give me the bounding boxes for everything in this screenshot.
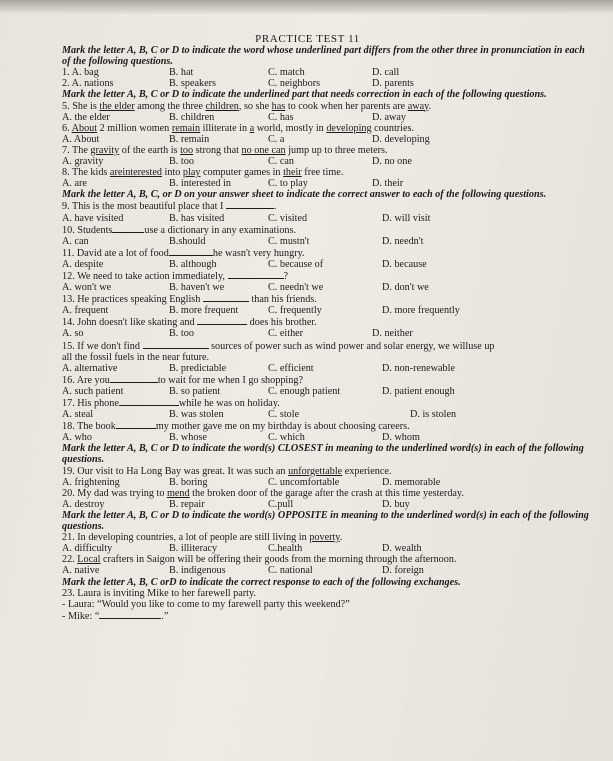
- q5-option-c[interactable]: C. has: [268, 111, 294, 123]
- question-13-options: [62, 305, 593, 316]
- q13-option-d[interactable]: D. more frequently: [382, 305, 460, 317]
- q10-option-d[interactable]: D. needn't: [382, 235, 424, 247]
- q23-laura-line: - Laura: “Would you like to come to my farewell party this weekend?”: [62, 598, 350, 610]
- q11-option-c[interactable]: C. because of: [268, 258, 324, 270]
- q7-option-d[interactable]: D. no one: [372, 156, 412, 168]
- q2-option-b[interactable]: B. speakers: [169, 78, 216, 90]
- q16-blank[interactable]: [110, 374, 158, 383]
- q15-stem: 15. If we don't find sources of power such as wind power and solar energy, we willuse up: [62, 340, 495, 352]
- q10-option-b[interactable]: B.should: [169, 235, 206, 247]
- q10-stem: 10. Students use a dictionary in any examinations.: [62, 224, 297, 236]
- q5-option-b[interactable]: B. children: [169, 111, 215, 123]
- question-17-options: [62, 409, 593, 420]
- q15-blank[interactable]: [143, 340, 209, 349]
- q19-option-a[interactable]: A. frightening: [62, 476, 120, 488]
- q8-option-c[interactable]: C. to play: [268, 178, 308, 190]
- q17-option-d[interactable]: D. is stolen: [410, 409, 457, 421]
- q17-option-b[interactable]: B. was stolen: [169, 409, 224, 421]
- q1-option-d[interactable]: D. call: [372, 67, 400, 79]
- q20-option-b[interactable]: B. repair: [169, 498, 205, 510]
- q11-blank[interactable]: [169, 247, 213, 256]
- q14-option-c[interactable]: C. either: [268, 328, 304, 340]
- q13-blank[interactable]: [203, 293, 249, 302]
- section-1-instruction: Mark the letter A, B, C or D to indicate the word whose underlined part differs from the other three in pronunciation in each of the following questions.: [62, 45, 585, 68]
- q18-blank[interactable]: [116, 420, 156, 429]
- q11-option-a[interactable]: A. despite: [62, 258, 104, 270]
- q20-option-d[interactable]: D. buy: [382, 498, 410, 510]
- section-3-instruction: Mark the letter A, B, C, or D on your answer sheet to indicate the correct answer to each of the following questions.: [62, 189, 547, 201]
- q14-option-d[interactable]: D. neither: [372, 328, 413, 340]
- q17-option-a[interactable]: A. steal: [62, 409, 94, 421]
- q19-stem: 19. Our visit to Ha Long Bay was great. It was such an unforgettable experience.: [62, 465, 392, 477]
- q12-option-c[interactable]: C. needn't we: [268, 282, 324, 294]
- q7-option-a[interactable]: A. gravity: [62, 156, 104, 168]
- q8-option-d[interactable]: D. their: [372, 178, 404, 190]
- q18-option-b[interactable]: B. whose: [169, 432, 207, 444]
- question-21-options: [62, 543, 593, 554]
- q7-stem: 7. The gravity of the earth is too strong that no one can jump up to three meters.: [62, 144, 388, 156]
- q7-option-b[interactable]: B. too: [169, 156, 194, 168]
- q19-option-d[interactable]: D. memorable: [382, 476, 441, 488]
- q1-option-b[interactable]: B. hat: [169, 67, 194, 79]
- q20-stem: 20. My dad was trying to mend the broken door of the garage after the crash at this time yesterday.: [62, 487, 464, 499]
- q16-option-d[interactable]: D. patient enough: [382, 385, 455, 397]
- question-22-options: [62, 565, 593, 576]
- q13-option-b[interactable]: B. more frequent: [169, 305, 239, 317]
- q14-stem: 14. John doesn't like skating and does his brother.: [62, 317, 317, 329]
- q6-option-b[interactable]: B. remain: [169, 133, 210, 145]
- q9-option-d[interactable]: D. will visit: [382, 212, 431, 224]
- q16-option-c[interactable]: C. enough patient: [268, 385, 341, 397]
- question-14-options: [62, 328, 593, 339]
- q9-option-a[interactable]: A. have visited: [62, 212, 124, 224]
- q18-stem: 18. The book my mother gave me on my birthday is about choosing careers.: [62, 421, 410, 433]
- question-1: [62, 67, 593, 78]
- q10-option-c[interactable]: C. mustn't: [268, 235, 310, 247]
- q23-blank[interactable]: [99, 610, 161, 619]
- q13-option-a[interactable]: A. frequent: [62, 305, 109, 317]
- q6-option-a[interactable]: A. About: [62, 133, 100, 145]
- q5-option-a[interactable]: A. the elder: [62, 111, 110, 123]
- question-20-options: [62, 499, 593, 510]
- q17-option-c[interactable]: C. stole: [268, 409, 300, 421]
- q15-option-b[interactable]: B. predictable: [169, 362, 227, 374]
- q2-option-a[interactable]: 2. A. nations: [62, 78, 114, 90]
- q22-option-b[interactable]: B. indigenous: [169, 565, 226, 577]
- q6-option-c[interactable]: C. a: [268, 133, 285, 145]
- q13-option-c[interactable]: C. frequently: [268, 305, 322, 317]
- q19-option-c[interactable]: C. uncomfortable: [268, 476, 340, 488]
- page-fold-shadow: [0, 0, 613, 14]
- q22-option-d[interactable]: D. foreign: [382, 565, 424, 577]
- section-4-instruction: Mark the letter A, B, C or D to indicate the word(s) CLOSEST in meaning to the underlined word(s) in each of the following questions.: [62, 443, 584, 466]
- q17-stem: 17. His phone while he was on holiday.: [62, 398, 280, 409]
- q18-option-d[interactable]: D. whom: [382, 432, 420, 444]
- q12-blank[interactable]: [228, 270, 284, 279]
- q6-stem: 6. About 2 million women remain illiterate in a world, mostly in developing countries.: [62, 122, 415, 134]
- q9-option-b[interactable]: B. has visited: [169, 212, 225, 224]
- q9-stem: 9. This is the most beautiful place that I .: [62, 201, 277, 213]
- q14-option-a[interactable]: A. so: [62, 328, 84, 340]
- q22-option-a[interactable]: A. native: [62, 565, 100, 577]
- q23-mike-line: - Mike: “ .”: [62, 610, 169, 622]
- q14-blank[interactable]: [197, 316, 247, 325]
- question-2: [62, 78, 593, 89]
- q17-blank[interactable]: [119, 397, 179, 406]
- q6-option-d[interactable]: D. developing: [372, 133, 430, 145]
- q15-option-a[interactable]: A. alternative: [62, 362, 118, 374]
- q18-option-c[interactable]: C. which: [268, 432, 305, 444]
- q2-option-c[interactable]: C. neighbors: [268, 78, 321, 90]
- q21-option-b[interactable]: B. illiteracy: [169, 543, 218, 555]
- q11-option-b[interactable]: B. although: [169, 258, 217, 270]
- q18-option-a[interactable]: A. who: [62, 432, 92, 444]
- q16-option-a[interactable]: A. such patient: [62, 385, 124, 397]
- q16-stem: 16. Are you to wait for me when I go shopping?: [62, 374, 303, 386]
- section-5-instruction: Mark the letter A, B, C or D to indicate the word(s) OPPOSITE in meaning to the underlined word(s) in each of the following questions.: [62, 509, 589, 533]
- q9-option-c[interactable]: C. visited: [268, 212, 308, 224]
- section-2-instruction: Mark the letter A, B, C or D to indicate the underlined part that needs correction in each of the following questions.: [62, 89, 547, 101]
- q8-stem: 8. The kids areinterested into play computer games in their free time.: [62, 167, 344, 179]
- q14-option-b[interactable]: B. too: [169, 328, 194, 340]
- q19-option-b[interactable]: B. boring: [169, 476, 208, 488]
- q21-stem: 21. In developing countries, a lot of people are still living in poverty.: [62, 532, 343, 544]
- q21-option-d[interactable]: D. wealth: [382, 543, 422, 555]
- question-16-options: [62, 386, 593, 397]
- q22-option-c[interactable]: C. national: [268, 565, 313, 577]
- q15-stem-cont: all the fossil fuels in the near future.: [62, 351, 210, 363]
- q22-stem: 22. Local crafters in Saigon will be offering their goods from the morning through the afternoon.: [62, 554, 457, 566]
- q9-blank[interactable]: [226, 200, 274, 209]
- question-8-options: [62, 178, 593, 189]
- q21-option-a[interactable]: A. difficulty: [62, 543, 113, 555]
- q23-stem: 23. Laura is inviting Mike to her farewell party.: [62, 587, 256, 599]
- question-15-options: [62, 363, 593, 374]
- q16-option-b[interactable]: B. so patient: [169, 385, 221, 397]
- q7-option-c[interactable]: C. can: [268, 156, 295, 168]
- q12-option-d[interactable]: D. don't we: [382, 282, 429, 294]
- question-11-options: [62, 259, 593, 270]
- q12-stem: 12. We need to take action immediately, ?: [62, 270, 289, 282]
- question-5-options: [62, 112, 593, 123]
- q8-option-b[interactable]: B. interested in: [169, 178, 231, 190]
- q20-option-c[interactable]: C.pull: [268, 498, 294, 510]
- q12-option-a[interactable]: A. won't we: [62, 282, 112, 294]
- question-19-options: [62, 477, 593, 488]
- q1-option-a[interactable]: 1. A. bag: [62, 67, 99, 79]
- question-9-options: [62, 213, 593, 224]
- question-10-options: [62, 236, 593, 247]
- question-7-options: [62, 156, 593, 167]
- q20-option-a[interactable]: A. destroy: [62, 498, 105, 510]
- section-6-instruction: Mark the letter A, B, C orD to indicate the correct response to each of the following exchanges.: [62, 576, 461, 588]
- question-18-options: [62, 432, 593, 443]
- q10-blank[interactable]: [112, 224, 144, 233]
- q11-option-d[interactable]: D. because: [382, 258, 427, 270]
- q15-option-c[interactable]: C. efficient: [268, 362, 314, 374]
- q11-stem: 11. David ate a lot of food he wasn't very hungry.: [62, 247, 305, 259]
- question-6-options: [62, 134, 593, 145]
- q8-option-a[interactable]: A. are: [62, 178, 87, 190]
- q12-option-b[interactable]: B. haven't we: [169, 282, 225, 294]
- q5-option-d[interactable]: D. away: [372, 111, 406, 123]
- q13-stem: 13. He practices speaking English than his friends.: [62, 294, 317, 306]
- q15-option-d[interactable]: D. non-renewable: [382, 362, 455, 374]
- question-12-options: [62, 282, 593, 293]
- q2-option-d[interactable]: D. parents: [372, 78, 414, 90]
- page-title: PRACTICE TEST 11: [255, 33, 360, 45]
- q5-stem: 5. She is the elder among the three children, so she has to cook when her parents are away.: [62, 100, 432, 112]
- q10-option-a[interactable]: A. can: [62, 235, 89, 247]
- q1-option-c[interactable]: C. match: [268, 67, 305, 79]
- q21-option-c[interactable]: C.health: [268, 543, 303, 555]
